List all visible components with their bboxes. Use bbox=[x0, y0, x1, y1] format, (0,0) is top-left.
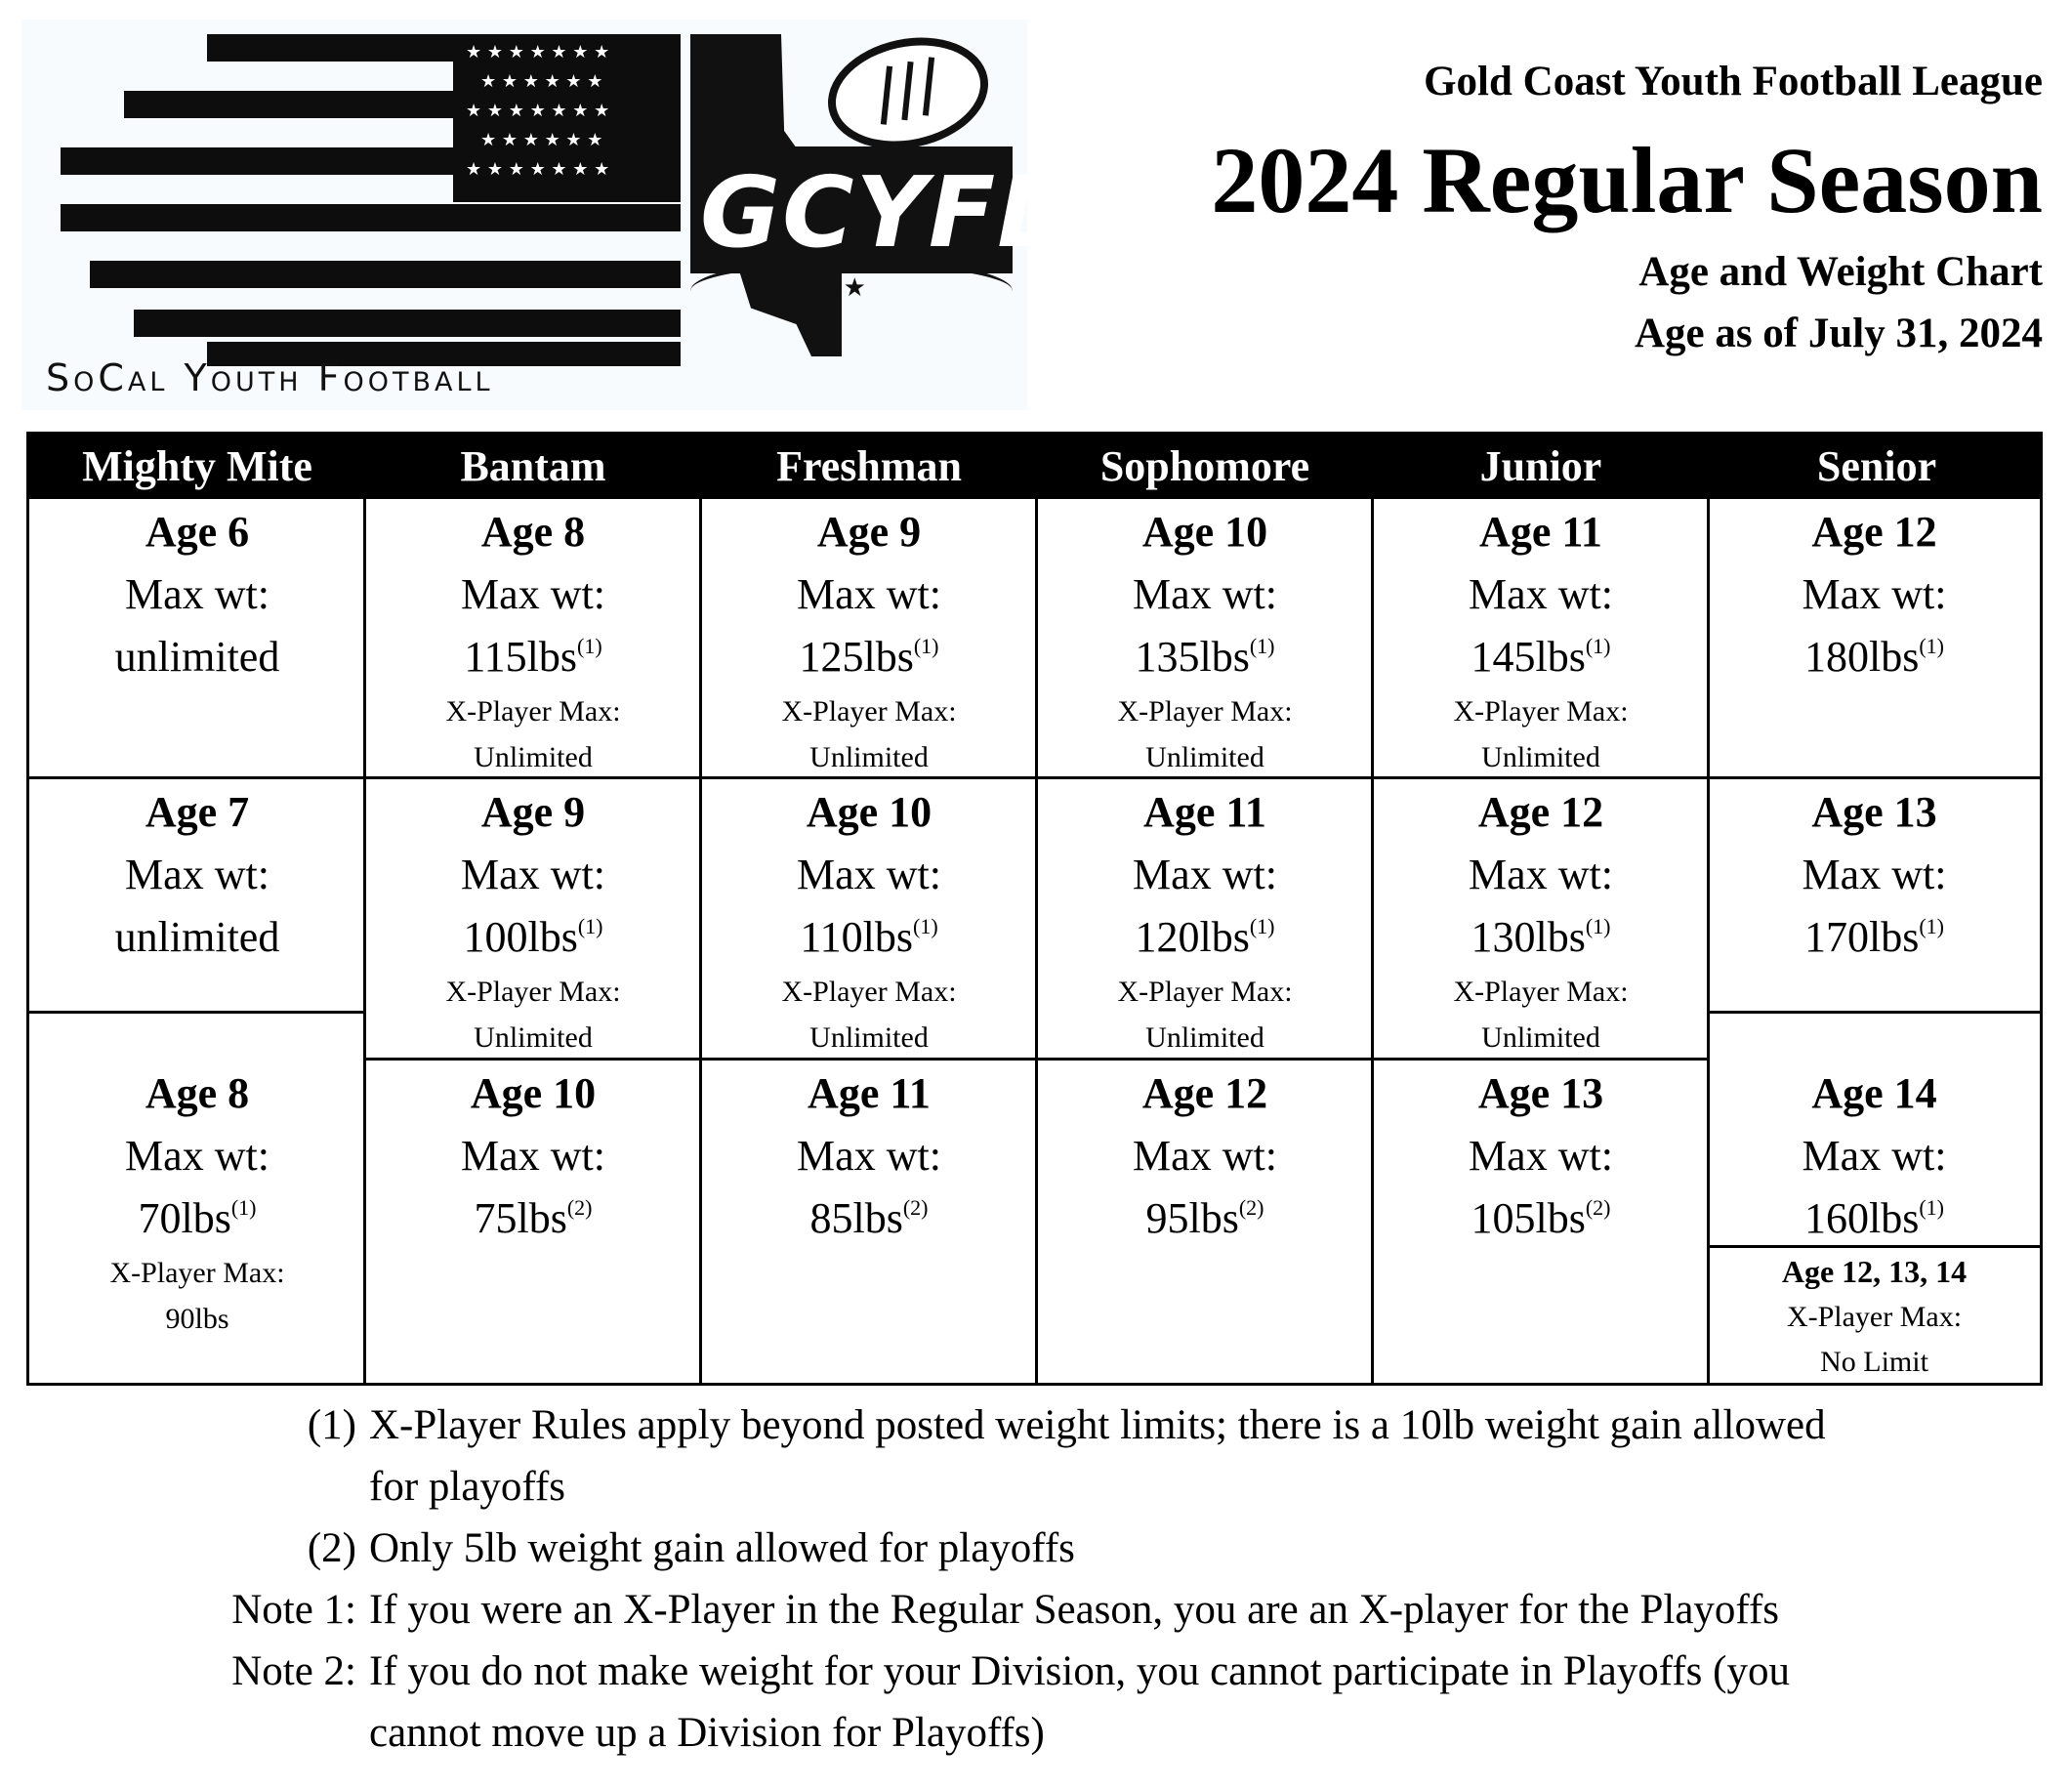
row-divider bbox=[1709, 1011, 2040, 1014]
note-text: cannot move up a Division for Playoffs) bbox=[369, 1710, 1045, 1756]
cell-bantam-age8 bbox=[365, 499, 701, 776]
note-key: Note 2: bbox=[231, 1648, 356, 1694]
age-label: Age 10 bbox=[806, 788, 932, 836]
cell-junior-age13 bbox=[1373, 1061, 1709, 1383]
max-weight-value: 120lbs$^{(1)}$ bbox=[1135, 913, 1275, 961]
footnote-ref: (2) bbox=[1585, 1195, 1611, 1220]
max-weight-label: Max wt: bbox=[797, 570, 941, 618]
age-label: Age 7 bbox=[145, 788, 250, 836]
footnote-text: Only 5lb weight gain allowed for playoffs bbox=[369, 1525, 1075, 1571]
max-weight-value: unlimited bbox=[114, 633, 280, 681]
max-weight-value: 125lbs$^{(1)}$ bbox=[799, 633, 939, 681]
cell-senior-xplayer bbox=[1709, 1248, 2040, 1383]
max-weight-label: Max wt: bbox=[1469, 570, 1613, 618]
footnote-ref: (1) bbox=[1249, 634, 1275, 658]
max-weight-value: 160lbs$^{(1)}$ bbox=[1803, 1194, 1944, 1242]
xplayer-value: Unlimited bbox=[474, 1021, 593, 1054]
xplayer-label: X-Player Max: bbox=[1117, 976, 1293, 1008]
max-weight-value: 180lbs$^{(1)}$ bbox=[1803, 633, 1944, 681]
footnote-ref: (1) bbox=[1585, 634, 1611, 658]
cell-sophomore-age11 bbox=[1037, 779, 1373, 1058]
max-weight-label: Max wt: bbox=[1469, 1132, 1613, 1180]
league-logo bbox=[21, 20, 1061, 410]
cell-bantam-age9 bbox=[365, 779, 701, 1058]
age-label: Age 9 bbox=[816, 508, 922, 556]
cell-mighty-mite-age7 bbox=[29, 779, 365, 1011]
max-weight-label: Max wt: bbox=[1802, 1132, 1947, 1180]
age-cutoff-date: Age as of July 31, 2024 bbox=[1634, 311, 2043, 356]
max-weight-label: Max wt: bbox=[1133, 570, 1277, 618]
footnote-ref: (1) bbox=[913, 634, 939, 658]
chart-subtitle: Age and Weight Chart bbox=[1638, 249, 2043, 295]
footnote-ref: (1) bbox=[913, 914, 938, 938]
max-weight-value: 105lbs$^{(2)}$ bbox=[1471, 1194, 1611, 1242]
footnote-key: (1) bbox=[307, 1402, 356, 1448]
max-weight-value: 145lbs$^{(1)}$ bbox=[1471, 633, 1611, 681]
xplayer-value: Unlimited bbox=[1481, 1021, 1600, 1054]
xplayer-label: X-Player Max: bbox=[1453, 976, 1629, 1008]
footnote-ref: (1) bbox=[577, 914, 603, 938]
cell-freshman-age10 bbox=[701, 779, 1037, 1058]
xplayer-value: Unlimited bbox=[1145, 741, 1264, 773]
note-text: If you were an X-Player in the Regular Season, you are an X-player for the Playoffs bbox=[369, 1587, 1780, 1633]
cell-sophomore-age10 bbox=[1037, 499, 1373, 776]
cell-sophomore-age12 bbox=[1037, 1061, 1373, 1383]
max-weight-value: 100lbs$^{(1)}$ bbox=[463, 913, 603, 961]
footnote-ref: (1) bbox=[1585, 914, 1611, 938]
row-divider bbox=[29, 1011, 365, 1014]
age-label: Age 8 bbox=[145, 1069, 250, 1117]
footnote-ref: (1) bbox=[230, 1195, 257, 1220]
xplayer-value: Unlimited bbox=[1145, 1021, 1264, 1054]
max-weight-label: Max wt: bbox=[461, 570, 605, 618]
max-weight-value: 75lbs$^{(2)}$ bbox=[474, 1194, 593, 1242]
footnote-ref: (2) bbox=[566, 1195, 593, 1220]
xplayer-ages: Age 12, 13, 14 bbox=[1781, 1254, 1968, 1289]
cell-senior-age12 bbox=[1709, 499, 2040, 776]
footnote-ref: (2) bbox=[902, 1195, 929, 1220]
note-text: If you do not make weight for your Division, you cannot participate in Playoffs (you bbox=[369, 1648, 1790, 1694]
age-label: Age 10 bbox=[1141, 508, 1268, 556]
max-weight-label: Max wt: bbox=[1133, 851, 1277, 898]
max-weight-value: 110lbs$^{(1)}$ bbox=[800, 913, 938, 961]
footnote-text: for playoffs bbox=[369, 1464, 566, 1510]
age-weight-table bbox=[26, 432, 2043, 1386]
footnote-ref: (1) bbox=[1919, 634, 1944, 658]
xplayer-value: Unlimited bbox=[474, 741, 593, 773]
xplayer-label: X-Player Max: bbox=[109, 1257, 285, 1289]
logo-tagline: SoCal Youth Football bbox=[46, 356, 494, 399]
max-weight-value: 115lbs$^{(1)}$ bbox=[464, 633, 602, 681]
cell-freshman-age9 bbox=[701, 499, 1037, 776]
footnote-text: X-Player Rules apply beyond posted weight limits; there is a 10lb weight gain allowed bbox=[369, 1402, 1826, 1448]
max-weight-value: 130lbs$^{(1)}$ bbox=[1471, 913, 1611, 961]
xplayer-value: Unlimited bbox=[809, 1021, 929, 1054]
max-weight-value: 70lbs$^{(1)}$ bbox=[138, 1194, 257, 1242]
max-weight-label: Max wt: bbox=[125, 570, 269, 618]
age-label: Age 8 bbox=[480, 508, 586, 556]
column-header-freshman: Freshman bbox=[776, 442, 962, 490]
age-label: Age 13 bbox=[1477, 1069, 1604, 1117]
age-label: Age 9 bbox=[480, 788, 586, 836]
column-header-mighty-mite: Mighty Mite bbox=[82, 442, 312, 490]
cell-freshman-age11 bbox=[701, 1061, 1037, 1383]
column-header-junior: Junior bbox=[1479, 442, 1602, 490]
max-weight-label: Max wt: bbox=[1469, 851, 1613, 898]
xplayer-label: X-Player Max: bbox=[781, 976, 957, 1008]
badge-text: GCYFL bbox=[700, 155, 1061, 270]
league-name: Gold Coast Youth Football League bbox=[1424, 59, 2043, 104]
max-weight-value: 170lbs$^{(1)}$ bbox=[1803, 913, 1944, 961]
max-weight-label: Max wt: bbox=[797, 1132, 941, 1180]
max-weight-label: Max wt: bbox=[125, 1132, 269, 1180]
xplayer-label: X-Player Max: bbox=[1453, 695, 1629, 728]
cell-junior-age12 bbox=[1373, 779, 1709, 1058]
age-label: Age 12 bbox=[1477, 788, 1604, 836]
footnote-key: (2) bbox=[307, 1525, 356, 1571]
football-icon bbox=[817, 23, 998, 163]
max-weight-label: Max wt: bbox=[1802, 570, 1947, 618]
footnote-ref: (1) bbox=[1919, 914, 1944, 938]
max-weight-label: Max wt: bbox=[1802, 851, 1947, 898]
stars-icon: ★★★ bbox=[798, 273, 866, 303]
table-header bbox=[29, 435, 2040, 499]
footnote-ref: (2) bbox=[1238, 1195, 1264, 1220]
xplayer-value: 90lbs bbox=[165, 1303, 229, 1335]
max-weight-value: unlimited bbox=[114, 913, 280, 961]
footnote-ref: (1) bbox=[1249, 914, 1275, 938]
distressed-flag-icon: ★ ★ ★ ★ ★ ★ ★ ★ ★ ★ ★ ★ ★ ★ ★ ★ ★ ★ ★ ★ ★ ★ ★ ★ ★ ★ ★ ★ ★ ★ ★ ★ ★ bbox=[46, 34, 681, 347]
cell-senior-age13 bbox=[1709, 779, 2040, 1011]
cell-senior-age14 bbox=[1709, 1061, 2040, 1245]
age-label: Age 11 bbox=[1143, 788, 1266, 836]
xplayer-label: X-Player Max: bbox=[781, 695, 957, 728]
xplayer-label: X-Player Max: bbox=[1117, 695, 1293, 728]
cell-mighty-mite-age8 bbox=[29, 1061, 365, 1383]
age-label: Age 14 bbox=[1811, 1069, 1937, 1117]
max-weight-label: Max wt: bbox=[125, 851, 269, 898]
max-weight-value: 95lbs$^{(2)}$ bbox=[1145, 1194, 1264, 1242]
age-label: Age 10 bbox=[470, 1069, 597, 1117]
xplayer-value: No Limit bbox=[1820, 1346, 1928, 1378]
column-header-sophomore: Sophomore bbox=[1099, 442, 1310, 490]
max-weight-label: Max wt: bbox=[1133, 1132, 1277, 1180]
column-header-bantam: Bantam bbox=[460, 442, 606, 490]
xplayer-value: Unlimited bbox=[809, 741, 929, 773]
max-weight-value: 85lbs$^{(2)}$ bbox=[809, 1194, 929, 1242]
xplayer-label: X-Player Max: bbox=[1786, 1301, 1963, 1333]
title-block bbox=[1211, 49, 2043, 354]
page-title: 2024 Regular Season bbox=[1211, 128, 2043, 232]
max-weight-label: Max wt: bbox=[461, 1132, 605, 1180]
column-header-senior: Senior bbox=[1816, 442, 1937, 490]
xplayer-label: X-Player Max: bbox=[445, 695, 621, 728]
age-label: Age 11 bbox=[808, 1069, 931, 1117]
xplayer-value: Unlimited bbox=[1481, 741, 1600, 773]
age-label: Age 13 bbox=[1811, 788, 1937, 836]
max-weight-value: 135lbs$^{(1)}$ bbox=[1135, 633, 1275, 681]
cell-junior-age11 bbox=[1373, 499, 1709, 776]
cell-bantam-age10 bbox=[365, 1061, 701, 1383]
age-label: Age 11 bbox=[1479, 508, 1602, 556]
age-label: Age 12 bbox=[1811, 508, 1937, 556]
age-label: Age 12 bbox=[1141, 1069, 1268, 1117]
max-weight-label: Max wt: bbox=[797, 851, 941, 898]
note-key: Note 1: bbox=[231, 1587, 356, 1633]
max-weight-label: Max wt: bbox=[461, 851, 605, 898]
footnote-ref: (1) bbox=[1919, 1195, 1944, 1220]
age-label: Age 6 bbox=[145, 508, 250, 556]
footnote-ref: (1) bbox=[577, 634, 602, 658]
cell-mighty-mite-age6 bbox=[29, 499, 365, 776]
gcyfl-badge bbox=[690, 34, 1061, 356]
xplayer-label: X-Player Max: bbox=[445, 976, 621, 1008]
